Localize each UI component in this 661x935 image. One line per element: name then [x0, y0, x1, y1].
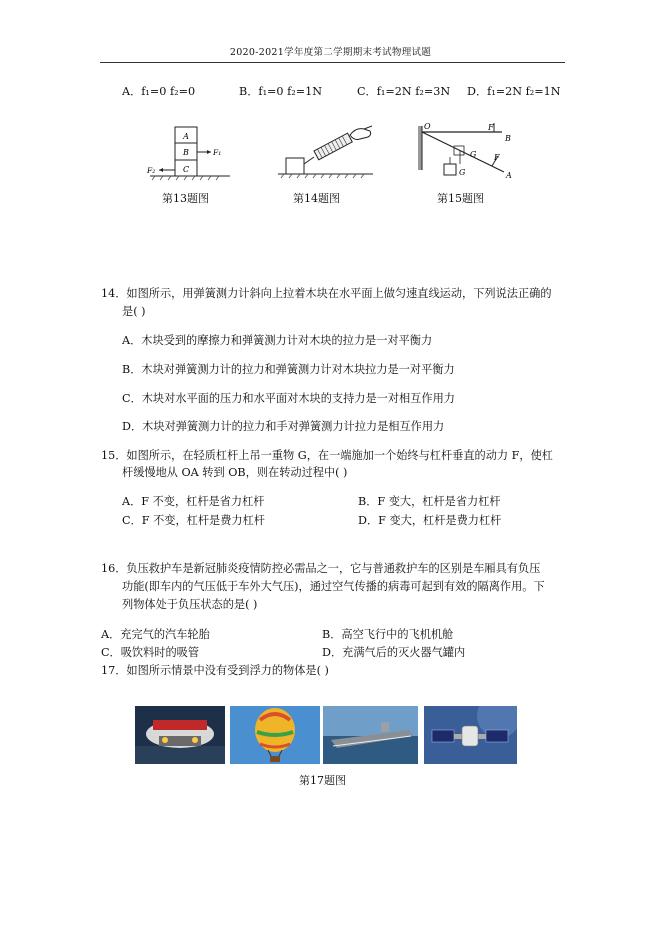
q13-option-b: B．f₁=0 f₂=1N [239, 85, 323, 98]
q13-option-d: D．f₁=2N f₂=1N [467, 85, 561, 98]
photo-hot-air-balloon [230, 706, 320, 764]
lever-point-o: O [424, 122, 431, 131]
lever-weight-g-box: G [459, 168, 466, 177]
figure-14-caption: 第14题图 [293, 192, 340, 205]
figure-14-spring-scale [278, 124, 378, 184]
q16-stem-line2: 功能(即车内的气压低于车外大气压)，通过空气传播的病毒可起到有效的隔离作用。下 [122, 580, 545, 593]
block-c-label: C [182, 165, 190, 174]
q15-stem-line1: 15．如图所示，在轻质杠杆上吊一重物 G，在一端施加一个始终与杠杆垂直的动力 F，使杠 [101, 449, 553, 462]
q16-stem-line1: 16．负压救护车是新冠肺炎疫情防控必需品之一，它与普通救护车的区别是车厢具有负压 [101, 562, 541, 575]
q14-option-c: C．木块对水平面的压力和水平面对木块的支持力是一对相互作用力 [122, 392, 455, 405]
figure-15-lever [412, 120, 522, 184]
lever-force-f-low: F [494, 153, 500, 162]
page-header: 2020-2021学年度第二学期期末考试物理试题 [229, 47, 432, 58]
q16-option-a: A．充完气的汽车轮胎 [101, 628, 210, 641]
figure-13-stacked-blocks [145, 122, 235, 184]
lever-point-b: B [505, 134, 511, 143]
figure-13-caption: 第13题图 [162, 192, 209, 205]
photo-submersible [135, 706, 225, 764]
lever-point-a: A [506, 171, 512, 180]
q16-stem-line3: 列物体处于负压状态的是( ) [122, 598, 258, 611]
force-f1-label: F₁ [213, 148, 222, 157]
lever-weight-g-mid: G [470, 150, 477, 159]
q16-option-b: B．高空飞行中的飞机机舱 [322, 628, 454, 641]
photo-space-station [424, 706, 517, 764]
q14-option-b: B．木块对弹簧测力计的拉力和弹簧测力计对木块拉力是一对平衡力 [122, 363, 455, 376]
block-a-label: A [183, 132, 189, 141]
photo-aircraft-carrier [323, 706, 418, 764]
lever-force-f-top: F [488, 123, 494, 132]
q15-stem-line2: 杆缓慢地从 OA 转到 OB，则在转动过程中( ) [122, 466, 348, 479]
q13-option-a: A．f₁=0 f₂=0 [122, 85, 196, 98]
q14-stem-line1: 14．如图所示，用弹簧测力计斜向上拉着木块在水平面上做匀速直线运动，下列说法正确的 [101, 287, 552, 300]
q17-stem: 17．如图所示情景中没有受到浮力的物体是( ) [101, 664, 329, 677]
q15-option-b: B．F 变大，杠杆是省力杠杆 [358, 495, 501, 508]
q16-option-d: D．充满气后的灭火器气罐内 [322, 646, 466, 659]
q13-option-c: C．f₁=2N f₂=3N [357, 85, 451, 98]
q14-option-a: A．木块受到的摩擦力和弹簧测力计对木块的拉力是一对平衡力 [122, 334, 433, 347]
figure-15-caption: 第15题图 [437, 192, 484, 205]
block-b-label: B [183, 148, 189, 157]
q15-option-a: A．F 不变，杠杆是省力杠杆 [122, 495, 265, 508]
force-f2-label: F₂ [147, 166, 156, 175]
q15-option-c: C．F 不变，杠杆是费力杠杆 [122, 514, 265, 527]
q16-option-c: C．吸饮料时的吸管 [101, 646, 200, 659]
q15-option-d: D．F 变大，杠杆是费力杠杆 [358, 514, 502, 527]
figure-17-caption: 第17题图 [299, 774, 346, 787]
q14-stem-line2: 是( ) [122, 305, 146, 318]
q14-option-d: D．木块对弹簧测力计的拉力和手对弹簧测力计拉力是相互作用力 [122, 420, 445, 433]
header-rule [100, 62, 565, 63]
